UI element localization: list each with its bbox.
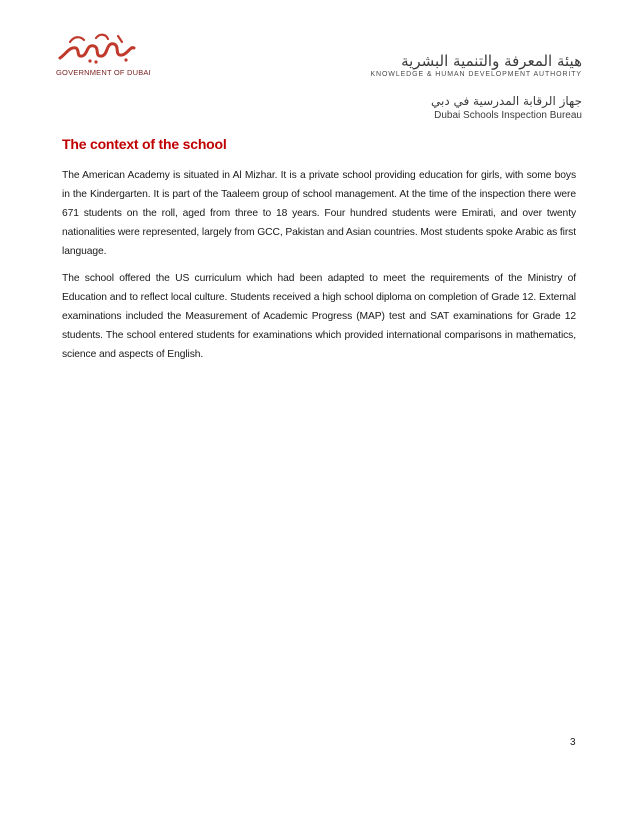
government-of-dubai-caption: GOVERNMENT OF DUBAI [56, 68, 151, 77]
paragraph-curriculum: The school offered the US curriculum which had been adapted to meet the requirements of the Ministry of Education and to reflect local culture. Students received a high school diploma on completion of Grade 12. External examinations included the Measurement of Academic Progress (MAP) test and SAT examinations for Grade 12 students. The school entered students for examinations which provided international comparisons in mathematics, science and aspects of English. [62, 273, 576, 360]
khda-arabic-name: هيئة المعرفة والتنمية البشرية [401, 52, 582, 70]
section-title: The context of the school [62, 136, 227, 152]
page-number: 3 [570, 737, 576, 748]
dsib-logo [431, 94, 582, 121]
dsib-english-name: Dubai Schools Inspection Bureau [434, 110, 582, 121]
dubai-calligraphy-logo-icon [56, 30, 138, 66]
government-of-dubai-logo [56, 30, 151, 78]
section-body [62, 166, 576, 372]
dsib-arabic-name: جهاز الرقابة المدرسية في دبي [431, 94, 582, 108]
khda-english-name: KNOWLEDGE & HUMAN DEVELOPMENT AUTHORITY [370, 71, 582, 78]
paragraph-school-overview: The American Academy is situated in Al Mizhar. It is a private school providing education for girls, with some boys in the Kindergarten. It is part of the Taaleem group of school management. At the time of the inspection there were 671 students on the roll, aged from three to 18 years. Four hundred students were Emirati, and over twenty nationalities were represented, largely from GCC, Pakistan and Asian countries. Most students spoke Arabic as first language. [62, 170, 576, 257]
khda-logo [370, 52, 582, 78]
